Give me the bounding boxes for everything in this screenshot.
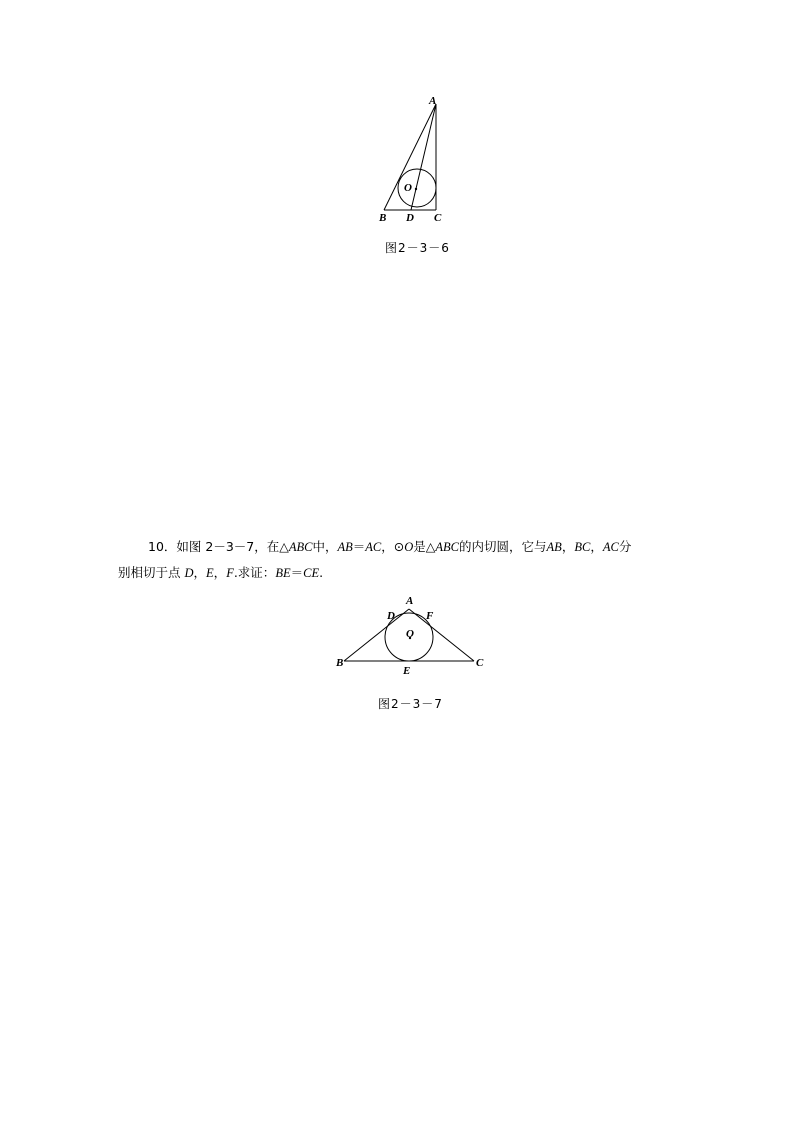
figure-2-3-7-diagram [330, 588, 500, 680]
math-run: ABC [288, 540, 313, 554]
math-run: CE [303, 566, 320, 580]
text-run: ， [561, 539, 575, 554]
label-A: A [429, 95, 437, 107]
problem-10-line-2 [118, 560, 698, 586]
problem-number: 10． [148, 539, 177, 554]
text-run: ， [193, 565, 207, 580]
math-run: O [404, 540, 414, 554]
math-run: F [226, 566, 234, 580]
math-run: AB [546, 540, 562, 554]
text-run: ， [590, 539, 603, 554]
label-O: O [406, 628, 414, 640]
text-run: ， [213, 565, 227, 580]
label-F: F [426, 610, 434, 622]
label-C: C [434, 212, 442, 224]
figure-2-3-6-caption: 图2－3－6 [385, 241, 450, 255]
label-D: D [406, 212, 414, 224]
math-run: E [206, 566, 214, 580]
segment-AB [384, 104, 436, 210]
math-run: ABC [435, 540, 460, 554]
math-run: AB [337, 540, 353, 554]
segment-AB [344, 609, 409, 661]
text-run: 如图 2－3－7，在△ [176, 539, 289, 554]
figure-2-3-6-diagram [370, 92, 460, 227]
math-run: BC [574, 540, 591, 554]
problem-10 [118, 534, 698, 586]
label-O: O [404, 182, 412, 194]
math-run: AC [365, 540, 382, 554]
text-run: ，⊙ [381, 539, 405, 554]
label-B: B [336, 657, 344, 669]
math-run: AC [602, 540, 619, 554]
label-B: B [379, 212, 387, 224]
math-run: BE [275, 566, 291, 580]
figure-2-3-7-caption: 图2－3－7 [378, 697, 443, 711]
label-C: C [476, 657, 484, 669]
text-run: 是△ [413, 539, 436, 554]
text-run: 别相切于点 [118, 565, 185, 580]
figure-2-3-7 [330, 588, 500, 680]
math-run: D [184, 566, 194, 580]
label-E: E [403, 665, 411, 677]
problem-10-line-1 [118, 534, 698, 560]
label-D: D [387, 610, 395, 622]
label-A: A [406, 595, 414, 607]
text-run: ＝ [290, 565, 304, 580]
center-dot [415, 188, 417, 190]
segment-AC [409, 609, 474, 661]
text-run: 中， [312, 539, 338, 554]
figure-2-3-6 [370, 92, 460, 227]
text-run: 的内切圆，它与 [459, 539, 547, 554]
text-run: . [319, 565, 324, 580]
text-run: 分 [618, 539, 632, 554]
segment-AD [411, 104, 436, 210]
text-run: ＝ [352, 539, 366, 554]
text-run: .求证： [233, 565, 276, 580]
